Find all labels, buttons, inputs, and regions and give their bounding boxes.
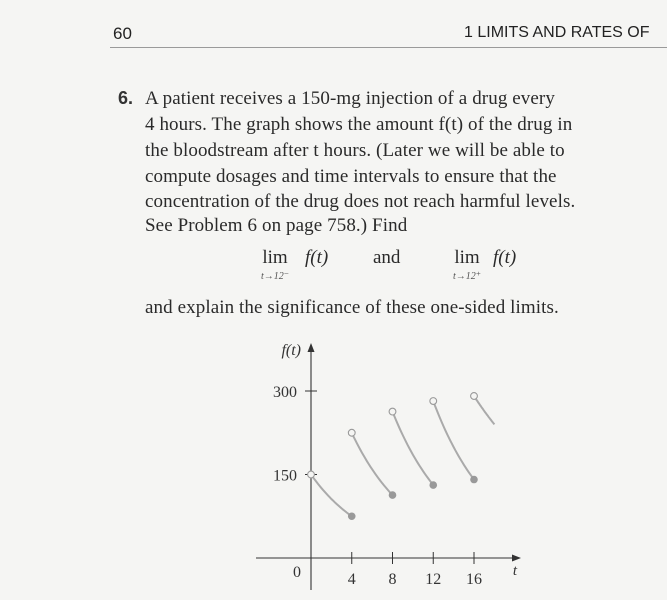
x-tick-label: 8 <box>388 571 397 588</box>
x-axis-label: t <box>512 563 518 579</box>
decay-curve <box>311 475 352 517</box>
closed-dot <box>348 512 356 520</box>
page-number: 60 <box>113 24 132 43</box>
y-axis-arrow <box>308 343 315 352</box>
x-tick-label: 16 <box>466 571 482 588</box>
chart-axes <box>256 343 521 590</box>
limit-right-expr: f(t) <box>493 247 517 268</box>
limit-left-word: lim <box>262 247 288 268</box>
problem-line-5: concentration of the drug does not reach harmful levels. <box>145 191 576 212</box>
problem-line-1: A patient receives a 150-mg injection of a drug every <box>145 88 555 109</box>
limit-left-sub: t→12⁻ <box>260 271 290 282</box>
limit-connector: and <box>373 247 401 268</box>
y-tick-label: 300 <box>273 384 297 401</box>
x-axis-arrow <box>512 555 521 562</box>
problem-closing: and explain the significance of these one-sided limits. <box>145 297 559 318</box>
problem-line-4: compute dosages and time intervals to ensure that the <box>145 166 557 187</box>
decay-curve <box>352 433 393 495</box>
problem-line-2: 4 hours. The graph shows the amount f(t) of the drug in <box>145 114 573 135</box>
closed-dot <box>429 481 437 489</box>
open-dot <box>348 429 355 436</box>
y-axis-label: f(t) <box>281 342 301 359</box>
decay-curve <box>474 396 494 424</box>
y-tick-label: 150 <box>273 467 297 485</box>
problem-line-6: See Problem 6 on page 758.) Find <box>145 215 408 236</box>
closed-dot <box>389 491 397 499</box>
chart-ticks <box>305 391 474 564</box>
limit-right-sub: t→12⁺ <box>452 271 482 282</box>
x-tick-label: 12 <box>425 571 442 588</box>
limit-left-expr: f(t) <box>305 247 329 268</box>
open-dot <box>471 393 478 400</box>
problem-number: 6. <box>118 88 134 108</box>
chart-curves <box>308 393 495 520</box>
decay-curve <box>433 401 474 480</box>
origin-label: 0 <box>293 564 301 581</box>
open-dot <box>430 398 437 405</box>
decay-curve <box>393 412 434 486</box>
closed-dot <box>470 476 478 484</box>
x-tick-label: 4 <box>347 571 356 588</box>
chapter-title: 1 LIMITS AND RATES OF <box>464 24 650 41</box>
chart-labels <box>273 342 518 588</box>
open-dot <box>308 471 315 478</box>
limit-right-word: lim <box>454 247 480 268</box>
problem-line-3: the bloodstream after t hours. (Later we will be able to <box>145 140 565 161</box>
open-dot <box>389 408 396 415</box>
